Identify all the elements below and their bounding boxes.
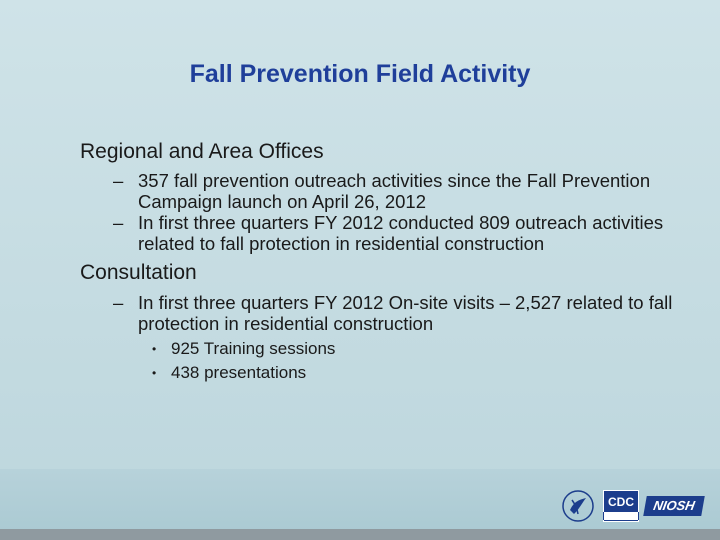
bullet-fy2012-outreach — [80, 212, 690, 254]
bullet-text: 357 fall prevention outreach activities since the Fall Prevention Campaign launch on April 26, 2012 — [138, 170, 651, 212]
slide-title: Fall Prevention Field Activity — [189, 60, 531, 88]
bullet-text: In first three quarters FY 2012 On-site visits – 2,527 related to fall protection in residential construction — [138, 292, 673, 334]
cdc-logo-tagline — [603, 512, 639, 520]
bullet-outreach-activities — [80, 170, 690, 212]
subbullet-training-sessions — [80, 337, 690, 361]
dash-marker: – — [113, 170, 124, 191]
dash-marker: – — [113, 292, 124, 313]
subbullet-presentations — [80, 361, 690, 385]
bullet-text: In first three quarters FY 2012 conducted 809 outreach activities related to fall protection in residential construction — [138, 212, 664, 254]
dot-marker: • — [152, 366, 157, 380]
dot-marker: • — [152, 342, 157, 356]
slide-content — [80, 139, 690, 385]
footer-line — [0, 529, 720, 540]
niosh-logo: NIOSH — [643, 496, 705, 516]
hhs-eagle-icon — [560, 488, 596, 524]
section-heading-regional: Regional and Area Offices — [80, 140, 324, 163]
subbullet-text: 925 Training sessions — [171, 339, 336, 358]
subbullet-text: 438 presentations — [171, 363, 307, 382]
bullet-onsite-visits — [80, 292, 690, 334]
dash-marker: – — [113, 212, 124, 233]
cdc-logo: CDC — [603, 490, 639, 522]
section-heading-consultation: Consultation — [80, 261, 197, 284]
